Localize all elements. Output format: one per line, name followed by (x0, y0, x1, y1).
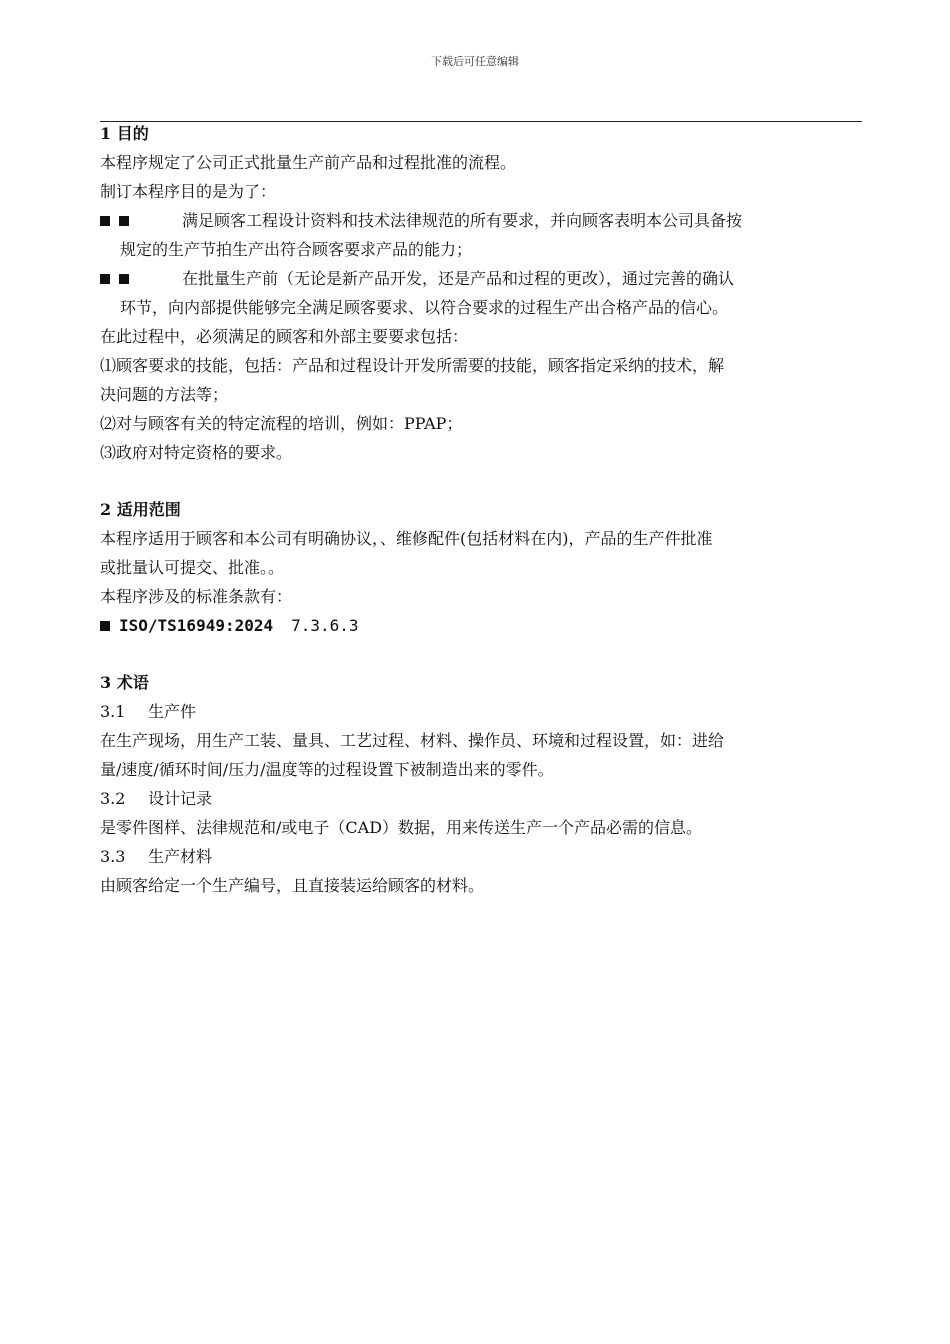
section-2-paragraph-continued: 或批量认可提交、批准。。 (100, 558, 285, 577)
section-2-paragraph: 本程序适用于顾客和本公司有明确协议，、维修配件(包括材料在内)，产品的生产件批准 (100, 529, 713, 548)
term-title: 设计记录 (148, 789, 213, 808)
numbered-item: ⑶政府对特定资格的要求。 (100, 443, 293, 462)
iso-standard: ISO/TS16949:2024 (119, 616, 274, 635)
section-1-paragraph: 制订本程序目的是为了： (100, 182, 277, 201)
term-number: 3.1 (100, 702, 126, 721)
term-title-row (100, 842, 862, 871)
term-number: 3.3 (100, 847, 126, 866)
term-title-row (100, 784, 862, 813)
term-definition: 在生产现场，用生产工装、量具、工艺过程、材料、操作员、环境和过程设置，如：进给 (100, 731, 725, 750)
section-1-paragraph: 在此过程中，必须满足的顾客和外部主要要求包括： (100, 327, 469, 346)
section-2-heading: 2 适用范围 (100, 500, 181, 519)
term-definition-continued: 量/速度/循环时间/压力/温度等的过程设置下被制造出来的零件。 (100, 760, 554, 779)
section-1-paragraph: 本程序规定了公司正式批量生产前产品和过程批准的流程。 (100, 153, 517, 172)
bullet-square-icon (100, 274, 110, 284)
section-3-heading: 3 术语 (100, 673, 149, 692)
numbered-item: ⑴顾客要求的技能，包括：产品和过程设计开发所需要的技能，顾客指定采纳的技术，解 (100, 356, 725, 375)
iso-clause: 7.3.6.3 (291, 616, 359, 635)
term-title: 生产件 (148, 702, 197, 721)
document-body (100, 119, 862, 900)
bullet-text: 在批量生产前（无论是新产品开发，还是产品和过程的更改），通过完善的确认 (182, 269, 735, 288)
section-2-paragraph: 本程序涉及的标准条款有： (100, 587, 293, 606)
term-number: 3.2 (100, 789, 126, 808)
page-header-note: 下载后可任意编辑 (431, 55, 519, 68)
term-definition: 是零件图样、法律规范和/或电子（CAD）数据，用来传送生产一个产品必需的信息。 (100, 818, 703, 837)
section-1-heading: 1 目的 (100, 124, 149, 143)
bullet-square-icon (119, 274, 129, 284)
bullet-square-icon (100, 216, 110, 226)
numbered-item-continued: 决问题的方法等； (100, 385, 229, 404)
bullet-item (100, 264, 862, 293)
bullet-text-continued: 规定的生产节拍生产出符合顾客要求产品的能力； (120, 240, 473, 259)
term-title: 生产材料 (148, 847, 213, 866)
bullet-text-continued: 环节，向内部提供能够完全满足顾客要求、以符合要求的过程生产出合格产品的信心。 (120, 298, 729, 317)
standard-clause-item (100, 611, 862, 640)
term-title-row (100, 697, 862, 726)
bullet-square-icon (100, 621, 110, 631)
bullet-square-icon (119, 216, 129, 226)
bullet-text: 满足顾客工程设计资料和技术法律规范的所有要求，并向顾客表明本公司具备按 (182, 211, 743, 230)
bullet-item (100, 206, 862, 235)
term-definition: 由顾客给定一个生产编号，且直接装运给顾客的材料。 (100, 876, 485, 895)
numbered-item: ⑵对与顾客有关的特定流程的培训，例如：PPAP； (100, 414, 463, 433)
